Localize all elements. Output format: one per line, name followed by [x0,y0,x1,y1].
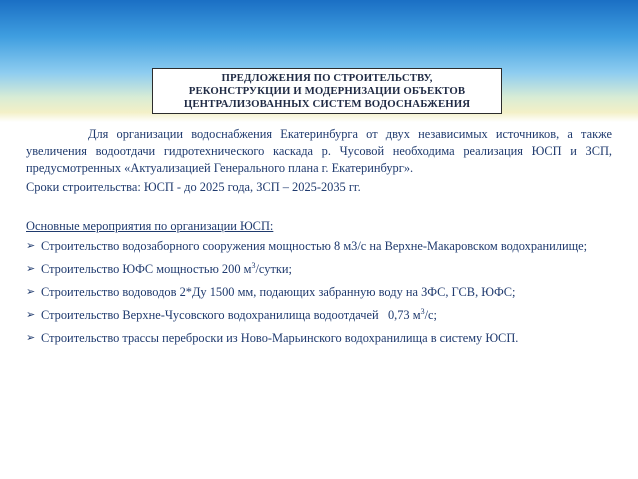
list-item-text-end: /с; [424,308,437,322]
slide-title-line-2: РЕКОНСТРУКЦИИ И МОДЕРНИЗАЦИИ ОБЪЕКТОВ [188,84,466,97]
list-item-text-end: /сутки; [255,262,292,276]
slide-title-line-1: ПРЕДЛОЖЕНИЯ ПО СТРОИТЕЛЬСТВУ, [221,71,433,84]
slide-title-box [152,68,502,114]
arrow-bullet-icon: ➢ [26,240,36,252]
list-item-text: Строительство водозаборного сооружения мощностью 8 м3/с на Верхне-Макаровском водохранилище; [41,239,588,253]
intro-paragraph: Для организации водоснабжения Екатеринбурга от двух независимых источников, а также увеличения водоотдачи гидротехнического каскада р. Чусовой необходима реализация ЮСП и ЗСП, предусмотренных «Актуализацией Генерального плана г. Екатеринбург». [26,127,612,175]
list-item-text: Строительство трассы переброски из Ново-Марьинского водохранилища в систему ЮСП. [41,331,519,345]
measures-list [26,238,612,347]
slide-body [26,126,612,353]
list-item-text: Строительство ЮФС мощностью 200 м [41,262,252,276]
list-item-text: Строительство водоводов 2*Ду 1500 мм, подающих забранную воду на ЗФС, ГСВ, ЮФС; [41,285,516,299]
section-title: Основные мероприятия по организации ЮСП: [26,219,274,233]
arrow-bullet-icon: ➢ [26,286,36,298]
superscript: 3 [251,260,256,270]
arrow-bullet-icon: ➢ [26,309,36,321]
list-item [26,284,612,301]
list-item [26,330,612,347]
list-item [26,261,612,278]
arrow-bullet-icon: ➢ [26,263,36,275]
slide-title-line-3: ЦЕНТРАЛИЗОВАННЫХ СИСТЕМ ВОДОСНАБЖЕНИЯ [183,97,471,110]
list-item [26,238,612,255]
superscript: 3 [420,306,425,316]
construction-terms: Сроки строительства: ЮСП - до 2025 года, ЗСП – 2025-2035 гг. [26,180,361,194]
arrow-bullet-icon: ➢ [26,332,36,344]
list-item-text: Строительство Верхне-Чусовского водохранилища водоотдачей 0,73 м [41,308,421,322]
list-item [26,307,612,324]
